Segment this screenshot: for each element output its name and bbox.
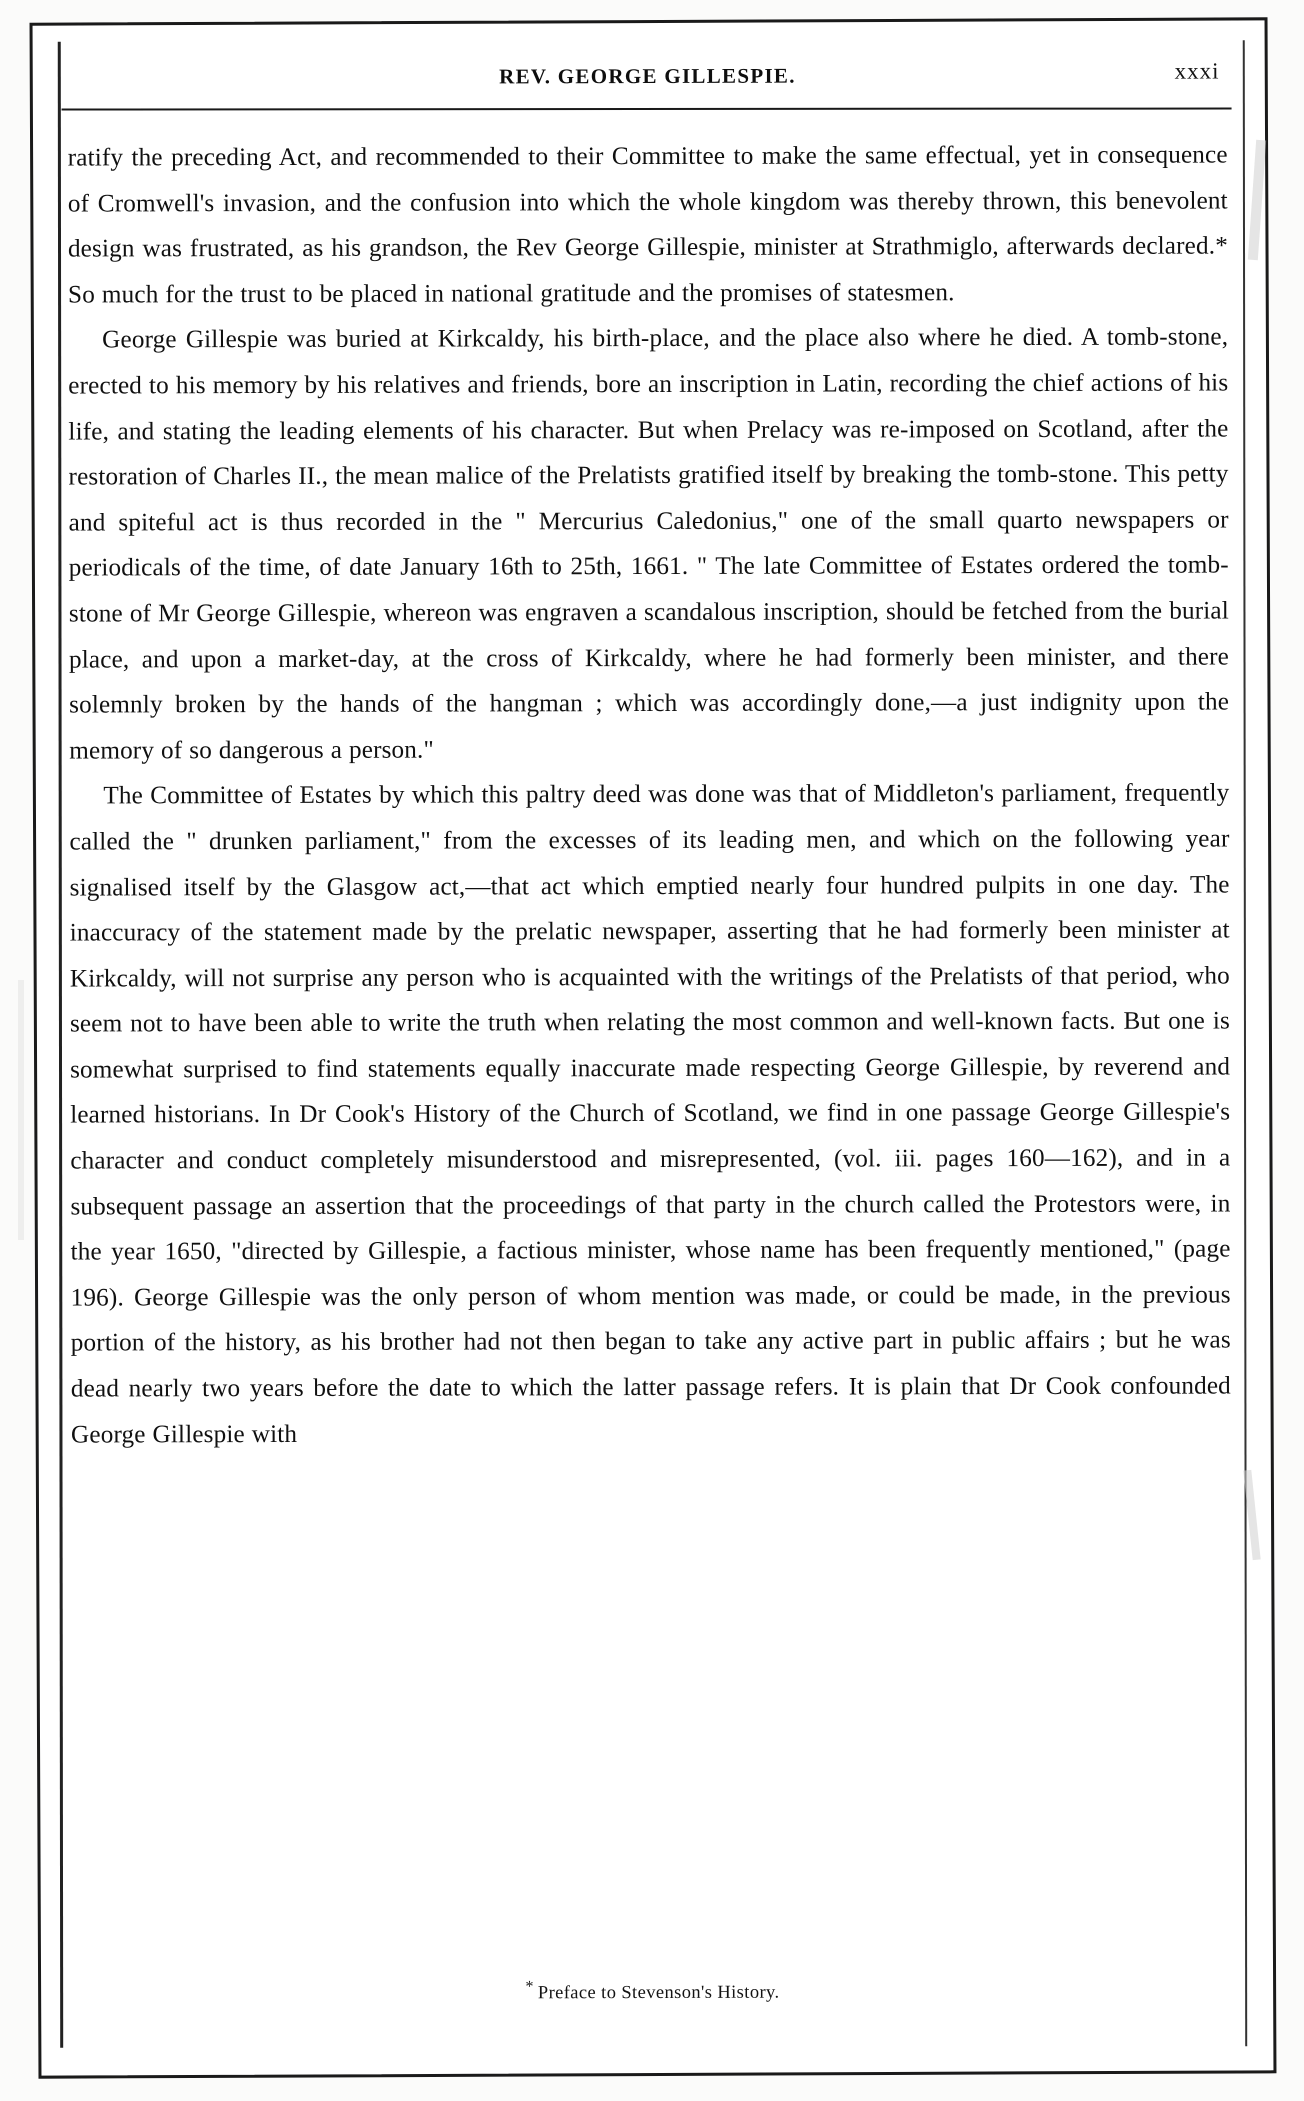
header-rule [62, 107, 1232, 110]
page-content [57, 36, 1242, 2049]
footnote-marker: * [525, 1978, 534, 1996]
page-header [57, 36, 1237, 113]
body-text [68, 132, 1231, 1457]
paragraph: ratify the preceding Act, and recommended to their Committee to make the same effectual, yet in consequence of Cromwell's invasion, and the confusion into which the whole kingdom was thereby thrown, this benevolent design was frustrated, as his grandson, the Rev George Gillespie, minister at Strathmiglo, afterwards declared.* So much for the trust to be placed in national gratitude and the promises of statesmen. [67, 141, 1228, 309]
footnote-text: Preface to Stevenson's History. [537, 1982, 780, 2004]
page-number: xxxi [1174, 58, 1220, 84]
scan-artifact [18, 980, 24, 1240]
footnote [62, 1978, 1242, 2005]
paragraph: The Committee of Estates by which this paltry deed was done was that of Middleton's parliament, frequently called the " drunken parliament," from the excesses of its leading men, and which on the following year signalised itself by the Glasgow act,—that act which emptied nearly four hundred pulpits in one day. The inaccuracy of the statement made by the prelatic newspaper, asserting that he had formerly been minister at Kirkcaldy, will not surprise any person who is acquainted with the writings of the Prelatists of that period, who seem not to have been able to write the truth when relating the most common and well-known facts. But one is somewhat surprised to find statements equally inaccurate made respecting George Gillespie, by reverend and learned historians. In Dr Cook's History of the Church of Scotland, we find in one passage George Gillespie's character and conduct completely misunderstood and misrepresented, (vol. iii. pages 160—162), and in a subsequent passage an assertion that the proceedings of that party in the church called the Protestors were, in the year 1650, "directed by Gillespie, a factious minister, whose name has been frequently mentioned," (page 196). George Gillespie was the only person of whom mention was made, or could be made, in the previous portion of the history, as his brother had not then began to take any active part in public affairs ; but he was dead nearly two years before the date to which the latter passage refers. It is plain that Dr Cook confounded George Gillespie with [69, 779, 1231, 1449]
running-head: REV. GEORGE GILLESPIE. [499, 63, 796, 89]
paragraph: George Gillespie was buried at Kirkcaldy, his birth-place, and the place also where he died. A tomb-stone, erected to his memory by his relatives and friends, bore an inscription in Latin, recording the chief actions of his life, and stating the leading elements of his character. But when Prelacy was re-imposed on Scotland, after the restoration of Charles II., the mean malice of the Prelatists gratified itself by breaking the tomb-stone. This petty and spiteful act is thus recorded in the " Mercurius Caledonius," one of the small quarto newspapers or periodicals of the time, of date January 16th to 25th, 1661. " The late Committee of Estates ordered the tomb-stone of Mr George Gillespie, whereon was engraven a scandalous inscription, should be fetched from the burial place, and upon a market-day, at the cross of Kirkcaldy, where he had formerly been minister, and there solemnly broken by the hands of the hangman ; which was accordingly done,—a just indignity upon the memory of so dangerous a person." [68, 323, 1230, 765]
